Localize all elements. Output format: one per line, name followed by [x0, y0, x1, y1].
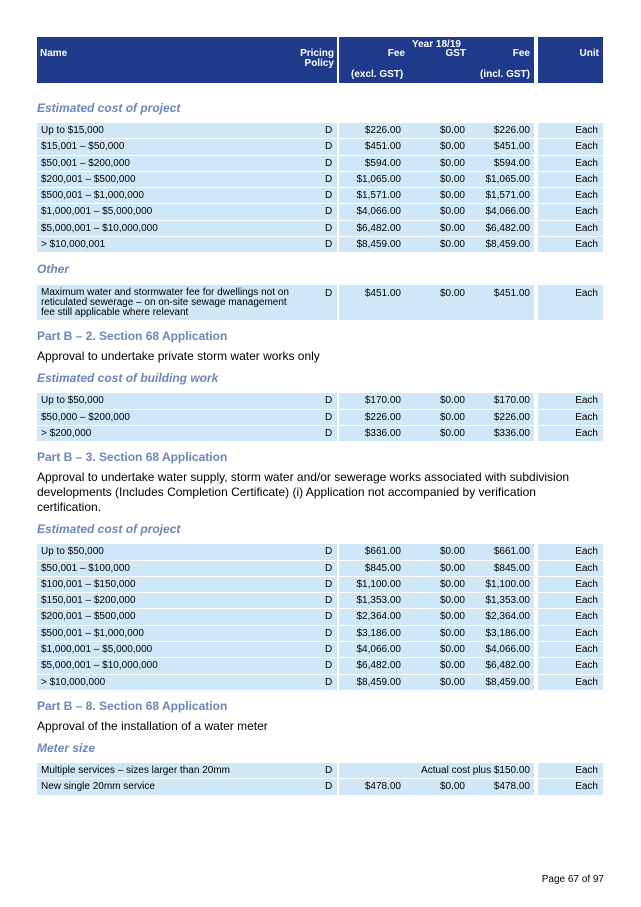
row-policy: D — [325, 125, 333, 136]
row-unit: Each — [575, 173, 598, 185]
page-number: Page 67 of 97 — [541, 874, 604, 885]
table-row — [37, 763, 603, 779]
row-fee: $8,459.00 — [356, 239, 401, 251]
row-fee-incl: $1,571.00 — [485, 190, 530, 202]
row-fee: $4,066.00 — [356, 206, 401, 218]
row-gst: $0.00 — [439, 288, 465, 300]
row-policy: D — [325, 578, 333, 590]
row-gst: $0.00 — [439, 562, 465, 574]
row-gst: $0.00 — [439, 141, 465, 153]
table-row — [37, 204, 603, 220]
row-fee: $2,364.00 — [356, 611, 401, 623]
row-name: $50,001 – $100,000 — [41, 562, 130, 574]
row-policy: D — [325, 676, 333, 688]
row-policy: D — [325, 141, 333, 153]
row-name: $5,000,001 – $10,000,000 — [41, 222, 158, 234]
row-policy: D — [325, 781, 333, 793]
row-unit: Each — [575, 411, 598, 423]
header-fee-excl: Fee — [387, 48, 405, 59]
table-row — [37, 779, 603, 795]
table-row — [37, 561, 603, 577]
row-gst: $0.00 — [439, 239, 465, 251]
table-row — [37, 577, 603, 593]
row-unit: Each — [575, 611, 598, 623]
table-row — [37, 172, 603, 188]
fee-table — [37, 123, 603, 253]
row-name: > $10,000,000 — [41, 676, 106, 688]
fee-table — [37, 763, 603, 796]
row-name: Maximum water and stormwater fee for dwellings not on reticulated sewerage – on on-site sewage management fee still applicable where relevant — [41, 287, 289, 319]
row-unit: Each — [575, 676, 598, 688]
row-policy: D — [325, 288, 333, 300]
row-gst: $0.00 — [439, 660, 465, 672]
row-unit: Each — [575, 764, 598, 776]
row-fee-incl: $1,353.00 — [485, 595, 530, 607]
row-fee-incl: $8,459.00 — [485, 239, 530, 251]
row-name: $1,000,001 – $5,000,000 — [41, 206, 153, 218]
row-policy: D — [325, 546, 333, 558]
row-gst: $0.00 — [439, 125, 465, 136]
row-gst: $0.00 — [439, 222, 465, 234]
fee-table — [37, 285, 603, 321]
row-fee: $661.00 — [364, 546, 401, 558]
section-description: Approval of the installation of a water meter — [37, 718, 268, 733]
row-name: $200,001 – $500,000 — [41, 173, 136, 185]
row-unit: Each — [575, 288, 598, 300]
row-fee: $170.00 — [364, 395, 401, 407]
section-heading: Part B – 8. Section 68 Application — [37, 698, 228, 713]
row-policy: D — [325, 644, 333, 656]
header-incl-gst: (incl. GST) — [480, 69, 530, 80]
row-fee: $226.00 — [364, 411, 401, 423]
row-fee: $1,100.00 — [356, 578, 401, 590]
table-row — [37, 593, 603, 609]
table-row — [37, 426, 603, 442]
row-name: New single 20mm service — [41, 781, 155, 793]
row-fee: $4,066.00 — [356, 644, 401, 656]
table-header — [37, 37, 603, 83]
header-year-cell — [339, 37, 534, 83]
row-name: $5,000,001 – $10,000,000 — [41, 660, 158, 672]
row-fee: $6,482.00 — [356, 222, 401, 234]
row-policy: D — [325, 222, 333, 234]
row-fee-incl: $451.00 — [493, 141, 530, 153]
section-description: Approval to undertake water supply, storm water and/or sewerage works associated with subdivision developments (Includes Completion Certificate) (i) Application not accompanied by verification certification. — [37, 470, 570, 515]
row-fee-incl: $226.00 — [493, 411, 530, 423]
row-gst: $0.00 — [439, 611, 465, 623]
row-name: $200,001 – $500,000 — [41, 611, 136, 623]
table-row — [37, 393, 603, 409]
row-fee-incl: $661.00 — [493, 546, 530, 558]
row-policy: D — [325, 660, 333, 672]
header-unit-cell — [538, 37, 603, 83]
row-unit: Each — [575, 206, 598, 218]
header-pricing-policy: Pricing Policy — [300, 48, 334, 69]
row-fee-incl: $478.00 — [493, 781, 530, 793]
fee-table — [37, 393, 603, 442]
row-unit: Each — [575, 644, 598, 656]
row-fee-incl: $594.00 — [493, 157, 530, 169]
row-unit: Each — [575, 222, 598, 234]
row-gst: $0.00 — [439, 781, 465, 793]
row-name: $1,000,001 – $5,000,000 — [41, 644, 153, 656]
row-fee: $1,353.00 — [356, 595, 401, 607]
row-fee: $1,065.00 — [356, 173, 401, 185]
row-gst: $0.00 — [439, 173, 465, 185]
table-row — [37, 544, 603, 560]
row-fee: $451.00 — [364, 288, 401, 300]
table-row — [37, 658, 603, 674]
row-policy: D — [325, 239, 333, 251]
row-policy: D — [325, 764, 333, 776]
row-unit: Each — [575, 546, 598, 558]
row-policy: D — [325, 157, 333, 169]
row-gst: $0.00 — [439, 190, 465, 202]
header-gst: GST — [445, 48, 466, 59]
table-row — [37, 188, 603, 204]
row-policy: D — [325, 562, 333, 574]
row-gst: $0.00 — [439, 595, 465, 607]
row-unit: Each — [575, 595, 598, 607]
row-name: $500,001 – $1,000,000 — [41, 627, 144, 639]
row-gst: $0.00 — [439, 676, 465, 688]
header-fee-incl: Fee — [512, 48, 530, 59]
row-name: > $200,000 — [41, 427, 92, 439]
row-fee: $594.00 — [364, 157, 401, 169]
row-fee-incl: $451.00 — [493, 288, 530, 300]
row-name: $50,001 – $200,000 — [41, 157, 130, 169]
row-fee: $3,186.00 — [356, 627, 401, 639]
header-unit: Unit — [579, 48, 599, 59]
table-row — [37, 410, 603, 426]
row-unit: Each — [575, 125, 598, 136]
row-policy: D — [325, 173, 333, 185]
row-fee: $8,459.00 — [356, 676, 401, 688]
header-name-cell — [37, 37, 337, 83]
table-row — [37, 626, 603, 642]
section-title: Estimated cost of project — [37, 522, 181, 537]
row-unit: Each — [575, 578, 598, 590]
table-row — [37, 609, 603, 625]
row-fee-incl: $6,482.00 — [485, 660, 530, 672]
row-fee-incl: $1,065.00 — [485, 173, 530, 185]
row-gst: $0.00 — [439, 644, 465, 656]
row-gst: $0.00 — [439, 578, 465, 590]
row-policy: D — [325, 190, 333, 202]
header-excl-gst: (excl. GST) — [351, 69, 404, 80]
row-name: Multiple services – sizes larger than 20mm — [41, 764, 230, 776]
row-fee: $478.00 — [364, 781, 401, 793]
row-name: $150,001 – $200,000 — [41, 595, 136, 607]
row-fee: $226.00 — [364, 125, 401, 136]
table-row — [37, 237, 603, 253]
row-policy: D — [325, 395, 333, 407]
row-policy: D — [325, 611, 333, 623]
header-year: Year 18/19 — [412, 39, 461, 50]
row-fee-span: Actual cost plus $150.00 — [421, 764, 530, 776]
table-row — [37, 285, 603, 321]
row-gst: $0.00 — [439, 395, 465, 407]
row-fee-incl: $1,100.00 — [485, 578, 530, 590]
row-fee-incl: $6,482.00 — [485, 222, 530, 234]
row-name: $500,001 – $1,000,000 — [41, 190, 144, 202]
table-row — [37, 123, 603, 139]
row-fee-incl: $8,459.00 — [485, 676, 530, 688]
section-title: Meter size — [37, 740, 96, 755]
row-name: $15,001 – $50,000 — [41, 141, 125, 153]
table-row — [37, 642, 603, 658]
section-description: Approval to undertake private storm water works only — [37, 349, 320, 364]
row-name: Up to $50,000 — [41, 395, 104, 407]
section-heading: Part B – 3. Section 68 Application — [37, 450, 228, 465]
section-heading: Part B – 2. Section 68 Application — [37, 329, 228, 344]
row-fee: $451.00 — [364, 141, 401, 153]
table-row — [37, 675, 603, 691]
section-title: Estimated cost of building work — [37, 371, 219, 386]
row-policy: D — [325, 595, 333, 607]
row-policy: D — [325, 427, 333, 439]
row-unit: Each — [575, 562, 598, 574]
row-unit: Each — [575, 239, 598, 251]
row-fee-incl: $845.00 — [493, 562, 530, 574]
header-name: Name — [40, 48, 68, 59]
row-gst: $0.00 — [439, 157, 465, 169]
row-fee-incl: $226.00 — [493, 125, 530, 136]
section-title: Other — [37, 262, 70, 277]
row-fee-incl: $2,364.00 — [485, 611, 530, 623]
row-fee: $845.00 — [364, 562, 401, 574]
row-name: $100,001 – $150,000 — [41, 578, 136, 590]
fee-table — [37, 544, 603, 691]
row-name: > $10,000,001 — [41, 239, 106, 251]
row-name: Up to $50,000 — [41, 546, 104, 558]
row-gst: $0.00 — [439, 627, 465, 639]
table-row — [37, 139, 603, 155]
row-fee: $6,482.00 — [356, 660, 401, 672]
section-title: Estimated cost of project — [37, 101, 181, 115]
row-fee-incl: $3,186.00 — [485, 627, 530, 639]
row-gst: $0.00 — [439, 427, 465, 439]
row-fee-incl: $4,066.00 — [485, 206, 530, 218]
row-gst: $0.00 — [439, 206, 465, 218]
row-unit: Each — [575, 141, 598, 153]
row-unit: Each — [575, 190, 598, 202]
row-fee: $336.00 — [364, 427, 401, 439]
row-policy: D — [325, 627, 333, 639]
fees-page — [37, 37, 603, 796]
row-unit: Each — [575, 427, 598, 439]
row-unit: Each — [575, 627, 598, 639]
table-row — [37, 156, 603, 172]
row-policy: D — [325, 411, 333, 423]
row-gst: $0.00 — [439, 411, 465, 423]
row-fee-incl: $170.00 — [493, 395, 530, 407]
row-unit: Each — [575, 781, 598, 793]
row-fee-incl: $336.00 — [493, 427, 530, 439]
row-unit: Each — [575, 660, 598, 672]
row-unit: Each — [575, 395, 598, 407]
row-name: Up to $15,000 — [41, 125, 104, 136]
row-policy: D — [325, 206, 333, 218]
row-name: $50,000 – $200,000 — [41, 411, 130, 423]
row-fee-incl: $4,066.00 — [485, 644, 530, 656]
row-gst: $0.00 — [439, 546, 465, 558]
row-fee: $1,571.00 — [356, 190, 401, 202]
table-row — [37, 221, 603, 237]
row-unit: Each — [575, 157, 598, 169]
